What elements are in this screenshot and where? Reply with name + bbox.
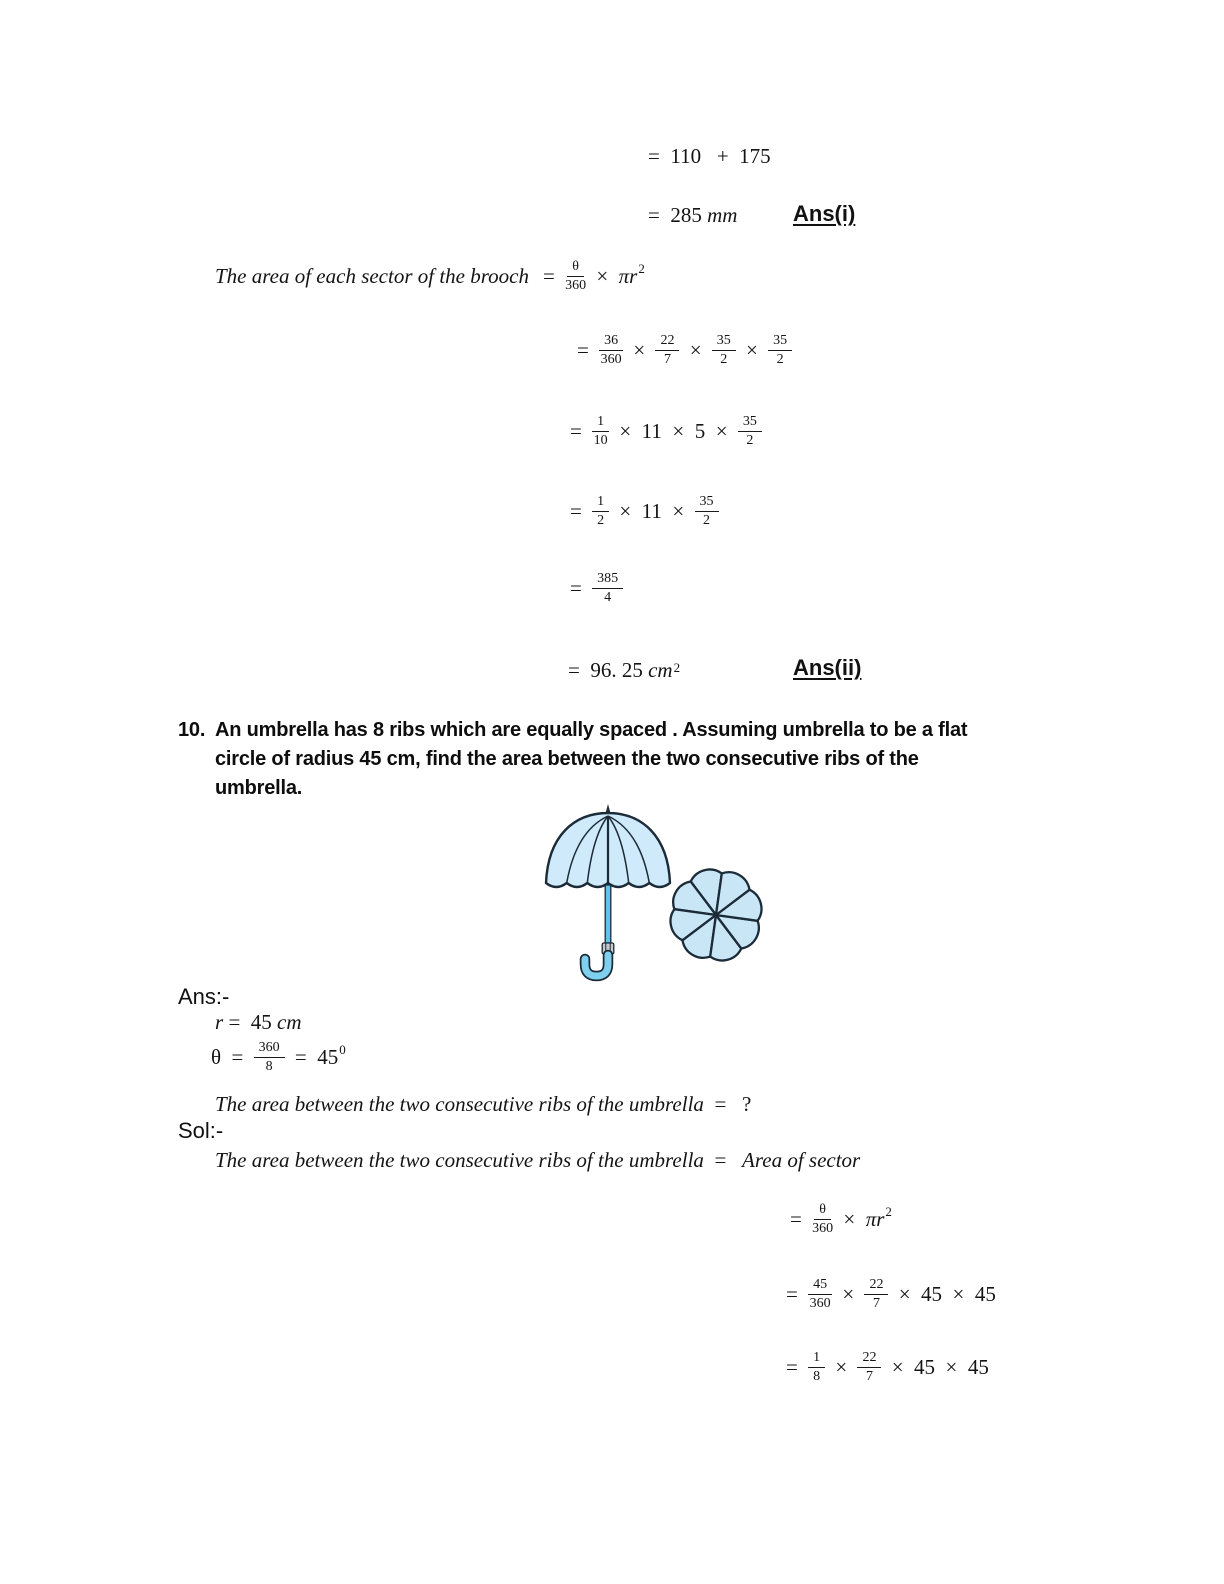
umbrella-step2 <box>786 1350 989 1385</box>
umbrella-top-view <box>671 870 762 961</box>
math-text: = 45 <box>289 1045 339 1070</box>
fraction-numerator: θ <box>567 259 584 277</box>
math-fraction <box>695 494 719 529</box>
equation-step4 <box>570 571 628 606</box>
fraction-denominator: 360 <box>565 278 587 294</box>
math-fraction <box>655 333 679 368</box>
math-text: × <box>684 338 707 363</box>
fraction-numerator: 360 <box>254 1040 285 1058</box>
math-text: = 96. 25 <box>568 658 649 682</box>
equation-result <box>568 658 680 683</box>
fraction-denominator: 2 <box>776 352 784 368</box>
question-line-2: circle of radius 45 cm, find the area between the two consecutive ribs of the <box>215 748 919 770</box>
fraction-denominator: 360 <box>812 1221 834 1237</box>
math-fraction <box>592 571 623 606</box>
math-fraction <box>592 414 609 449</box>
math-text: = <box>577 338 595 363</box>
math-text: × <box>740 338 764 363</box>
math-variable: mm <box>707 203 738 227</box>
math-fraction <box>808 1350 825 1385</box>
math-variable: cm <box>277 1010 302 1034</box>
fraction-denominator: 7 <box>865 1369 873 1385</box>
fraction-denominator: 360 <box>600 352 622 368</box>
math-superscript: 2 <box>638 261 645 276</box>
given-line <box>215 1092 751 1117</box>
math-fraction <box>712 333 736 368</box>
math-variable: r <box>215 1010 224 1034</box>
math-text: = 45 <box>223 1010 278 1034</box>
math-text: × 11 × 5 × <box>614 419 733 444</box>
equation-step2 <box>570 414 767 449</box>
question-10 <box>178 716 1098 803</box>
fraction-numerator: 1 <box>808 1350 825 1368</box>
fraction-denominator: 360 <box>809 1296 831 1312</box>
math-text: = <box>786 1355 804 1380</box>
fraction-denominator: 8 <box>265 1059 273 1075</box>
question-number: 10. <box>178 719 206 741</box>
fraction-numerator: 22 <box>857 1350 881 1368</box>
math-variable: cm <box>648 658 673 682</box>
math-text: × <box>838 1207 866 1232</box>
fraction-denominator: 7 <box>872 1296 880 1312</box>
brooch-area-formula <box>543 259 645 294</box>
umbrella-shaft <box>605 885 611 943</box>
equation-total-line <box>648 203 737 228</box>
math-text: = <box>570 499 588 524</box>
question-line-3: umbrella. <box>215 777 303 799</box>
math-variable: πr <box>865 1207 885 1232</box>
math-fraction <box>812 1202 833 1237</box>
math-fraction <box>857 1350 881 1385</box>
math-text: × 11 × <box>614 499 690 524</box>
fraction-denominator: 2 <box>746 433 754 449</box>
math-fraction <box>254 1040 285 1075</box>
sol-label: Sol:- <box>178 1118 224 1143</box>
math-text: = <box>790 1207 808 1232</box>
fraction-numerator: 385 <box>592 571 623 589</box>
umbrella-formula <box>790 1202 892 1237</box>
math-fraction <box>864 1277 888 1312</box>
math-text: = 285 <box>648 203 708 227</box>
fraction-denominator: 7 <box>663 352 671 368</box>
math-text: × <box>628 338 651 363</box>
math-text: × <box>591 264 619 289</box>
equation-step3 <box>570 494 724 529</box>
fraction-denominator: 4 <box>604 590 612 606</box>
math-text: = <box>570 419 588 444</box>
math-variable: The area between the two consecutive ribs of the umbrella <box>215 1092 704 1116</box>
umbrella-step1 <box>786 1277 996 1312</box>
math-text: = 110 + 175 <box>648 144 771 168</box>
fraction-numerator: 35 <box>712 333 736 351</box>
math-fraction <box>592 494 609 529</box>
umbrella-hub <box>713 912 719 918</box>
math-variable: πr <box>618 264 638 289</box>
fraction-numerator: 36 <box>599 333 623 351</box>
math-text: = ? <box>703 1092 752 1116</box>
fraction-numerator: 45 <box>808 1277 832 1295</box>
fraction-denominator: 2 <box>703 513 711 529</box>
fraction-numerator: θ <box>814 1202 831 1220</box>
equation-sum-line <box>648 144 771 169</box>
math-superscript: 2 <box>673 660 681 675</box>
math-superscript: 0 <box>339 1042 346 1057</box>
fraction-denominator: 2 <box>597 513 605 529</box>
fraction-numerator: 22 <box>864 1277 888 1295</box>
fraction-numerator: 35 <box>768 333 792 351</box>
math-fraction <box>808 1277 832 1312</box>
brooch-area-label: The area of each sector of the brooch <box>215 264 529 289</box>
brooch-area-line <box>215 259 645 294</box>
fraction-numerator: 22 <box>655 333 679 351</box>
math-text: = <box>542 264 561 289</box>
math-fraction <box>565 259 586 294</box>
math-text: × <box>837 1282 860 1307</box>
fraction-denominator: 10 <box>593 433 608 449</box>
math-fraction <box>738 414 762 449</box>
math-variable: The area between the two consecutive ribs of the umbrella <box>215 1148 704 1172</box>
fraction-numerator: 1 <box>592 494 609 512</box>
fraction-denominator: 2 <box>720 352 728 368</box>
theta-line <box>211 1040 346 1075</box>
math-fraction <box>768 333 792 368</box>
math-text: × 45 × 45 <box>886 1355 989 1380</box>
answer-ii-label: Ans(ii) <box>793 655 862 680</box>
question-line-1: An umbrella has 8 ribs which are equally spaced . Assuming umbrella to be a flat <box>215 719 968 741</box>
solution-statement <box>215 1148 860 1173</box>
fraction-numerator: 1 <box>592 414 609 432</box>
umbrella-side-view <box>546 804 670 976</box>
math-text: = <box>703 1148 743 1172</box>
math-superscript: 2 <box>885 1204 892 1219</box>
answer-i-label: Ans(i) <box>793 201 856 226</box>
equation-step1 <box>577 333 797 368</box>
fraction-numerator: 35 <box>695 494 719 512</box>
math-fraction <box>599 333 623 368</box>
math-text: = <box>570 576 588 601</box>
ans-label: Ans:- <box>178 984 230 1009</box>
math-text: × <box>830 1355 853 1380</box>
umbrella-figure <box>540 803 780 988</box>
fraction-denominator: 8 <box>813 1369 821 1385</box>
math-variable: Area of sector <box>742 1148 861 1172</box>
math-text: θ = <box>211 1045 249 1070</box>
fraction-numerator: 35 <box>738 414 762 432</box>
math-text: × 45 × 45 <box>893 1282 996 1307</box>
radius-line <box>215 1010 302 1035</box>
math-text: = <box>786 1282 804 1307</box>
